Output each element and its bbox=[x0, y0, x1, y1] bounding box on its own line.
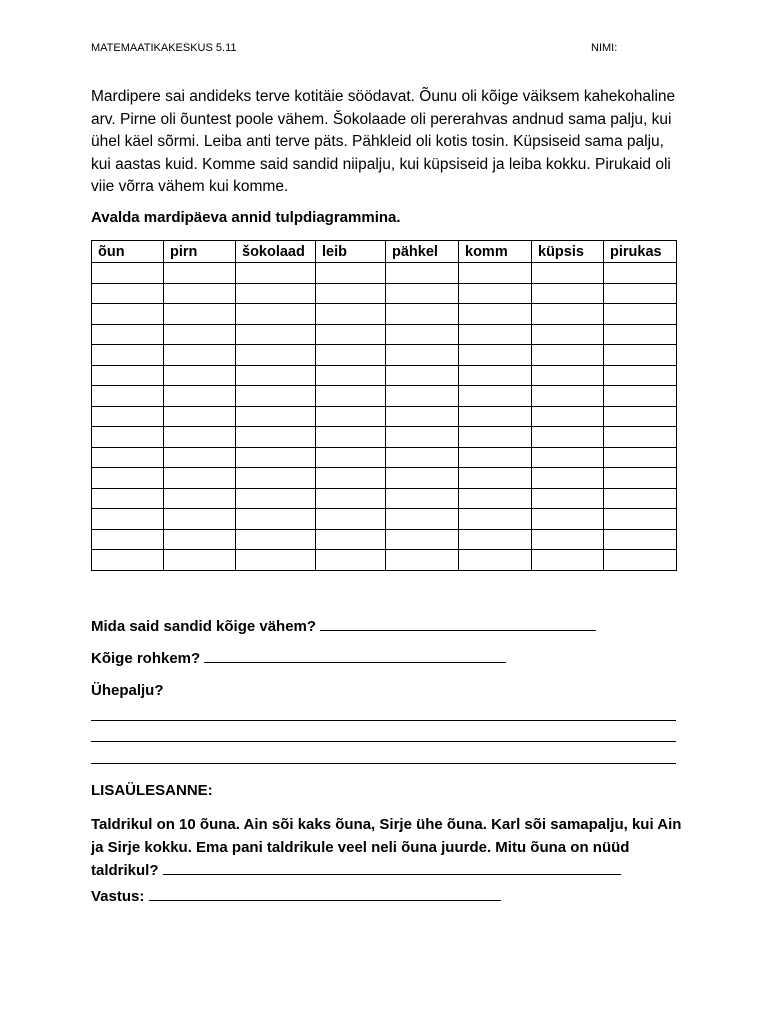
grid-cell[interactable] bbox=[236, 468, 316, 489]
grid-cell[interactable] bbox=[386, 263, 459, 284]
grid-cell[interactable] bbox=[604, 324, 677, 345]
grid-cell[interactable] bbox=[164, 488, 236, 509]
grid-cell[interactable] bbox=[459, 283, 532, 304]
grid-cell[interactable] bbox=[92, 529, 164, 550]
grid-cell[interactable] bbox=[316, 263, 386, 284]
grid-cell[interactable] bbox=[92, 365, 164, 386]
grid-cell[interactable] bbox=[532, 283, 604, 304]
table-row bbox=[92, 529, 677, 550]
bar-chart-grid bbox=[91, 240, 677, 571]
grid-cell[interactable] bbox=[164, 324, 236, 345]
course-title: MATEMAATIKAKESKUS 5.11 bbox=[91, 42, 237, 54]
grid-cell[interactable] bbox=[164, 427, 236, 448]
answer-line[interactable] bbox=[91, 763, 676, 764]
grid-cell[interactable] bbox=[236, 529, 316, 550]
grid-cell[interactable] bbox=[164, 386, 236, 407]
column-header: küpsis bbox=[532, 241, 604, 263]
grid-cell[interactable] bbox=[604, 427, 677, 448]
grid-cell[interactable] bbox=[532, 345, 604, 366]
grid-cell[interactable] bbox=[386, 324, 459, 345]
grid-cell[interactable] bbox=[164, 304, 236, 325]
table-row bbox=[92, 406, 677, 427]
intro-text: Mardipere sai andideks terve kotitäie söödavat. Õunu oli kõige väiksem kahekohaline arv. Pirne oli õuntest poole vähem. Šokolaade oli pererahvas andnud sama palju, kui ühel käel sõrmi. Leiba anti terve päts. Pähkleid oli kotis tosin. Küpsiseid sama palju, kui aastas kuid. Komme said sandid niipalju, kui küpsiseid ja leiba kokku. Pirukaid oli viie võrra vähem kui komme. bbox=[91, 88, 676, 195]
grid-cell[interactable] bbox=[604, 283, 677, 304]
column-header: leib bbox=[316, 241, 386, 263]
grid-cell[interactable] bbox=[92, 427, 164, 448]
column-header: pirn bbox=[164, 241, 236, 263]
grid-cell[interactable] bbox=[386, 345, 459, 366]
grid-cell[interactable] bbox=[236, 324, 316, 345]
table-row bbox=[92, 365, 677, 386]
grid-cell[interactable] bbox=[532, 406, 604, 427]
question-equal bbox=[91, 682, 164, 699]
grid-cell[interactable] bbox=[164, 509, 236, 530]
grid-cell[interactable] bbox=[459, 488, 532, 509]
grid-cell[interactable] bbox=[386, 365, 459, 386]
page-header bbox=[91, 42, 708, 58]
column-header: pirukas bbox=[604, 241, 677, 263]
grid-cell[interactable] bbox=[316, 550, 386, 571]
grid-cell[interactable] bbox=[532, 427, 604, 448]
grid-cell[interactable] bbox=[316, 406, 386, 427]
grid-cell[interactable] bbox=[236, 263, 316, 284]
column-header: komm bbox=[459, 241, 532, 263]
grid-cell[interactable] bbox=[459, 406, 532, 427]
table-row bbox=[92, 447, 677, 468]
answer-line[interactable] bbox=[91, 720, 676, 721]
answer-line[interactable] bbox=[149, 888, 501, 901]
grid-cell[interactable] bbox=[92, 406, 164, 427]
grid-cell[interactable] bbox=[316, 365, 386, 386]
grid-cell[interactable] bbox=[92, 447, 164, 468]
grid-cell[interactable] bbox=[316, 324, 386, 345]
grid-cell[interactable] bbox=[459, 509, 532, 530]
grid-cell[interactable] bbox=[164, 345, 236, 366]
grid-cell[interactable] bbox=[386, 447, 459, 468]
grid-cell[interactable] bbox=[236, 345, 316, 366]
grid-cell[interactable] bbox=[604, 550, 677, 571]
grid-cell[interactable] bbox=[604, 304, 677, 325]
grid-cell[interactable] bbox=[92, 386, 164, 407]
grid-cell[interactable] bbox=[236, 406, 316, 427]
table-row bbox=[92, 304, 677, 325]
answer-line[interactable] bbox=[204, 650, 506, 663]
grid-cell[interactable] bbox=[236, 427, 316, 448]
grid-cell[interactable] bbox=[92, 509, 164, 530]
extra-task-body: Taldrikul on 10 õuna. Ain sõi kaks õuna, Sirje ühe õuna. Karl sõi samapalju, kui Ain ja Sirje kokku. Ema pani taldrikule veel neli õuna juurde. Mitu õuna on nüüd taldrikul? bbox=[91, 816, 682, 879]
grid-cell[interactable] bbox=[92, 283, 164, 304]
question-equal-label: Ühepalju? bbox=[91, 682, 164, 699]
grid-cell[interactable] bbox=[386, 283, 459, 304]
answer-line[interactable] bbox=[91, 741, 676, 742]
question-most bbox=[91, 650, 506, 667]
table-row bbox=[92, 263, 677, 284]
grid-cell[interactable] bbox=[604, 406, 677, 427]
name-label: NIMI: bbox=[591, 42, 618, 54]
table-header-row bbox=[92, 241, 677, 263]
grid-cell[interactable] bbox=[532, 468, 604, 489]
grid-cell[interactable] bbox=[459, 345, 532, 366]
grid-cell[interactable] bbox=[532, 365, 604, 386]
grid-cell[interactable] bbox=[236, 488, 316, 509]
grid-cell[interactable] bbox=[386, 550, 459, 571]
table-row bbox=[92, 488, 677, 509]
column-header: šokolaad bbox=[236, 241, 316, 263]
grid-cell[interactable] bbox=[236, 386, 316, 407]
grid-cell[interactable] bbox=[92, 324, 164, 345]
grid-cell[interactable] bbox=[164, 365, 236, 386]
grid-cell[interactable] bbox=[236, 304, 316, 325]
grid-cell[interactable] bbox=[459, 468, 532, 489]
instruction: Avalda mardipäeva annid tulpdiagrammina. bbox=[91, 209, 401, 226]
grid-cell[interactable] bbox=[386, 468, 459, 489]
grid-cell[interactable] bbox=[316, 427, 386, 448]
grid-cell[interactable] bbox=[604, 365, 677, 386]
answer-line[interactable] bbox=[163, 862, 621, 875]
grid-cell[interactable] bbox=[459, 365, 532, 386]
grid-cell[interactable] bbox=[386, 488, 459, 509]
grid-cell[interactable] bbox=[604, 468, 677, 489]
table-row bbox=[92, 283, 677, 304]
grid-cell[interactable] bbox=[316, 283, 386, 304]
grid-cell[interactable] bbox=[164, 550, 236, 571]
grid-cell[interactable] bbox=[236, 550, 316, 571]
grid-cell[interactable] bbox=[459, 386, 532, 407]
grid-cell[interactable] bbox=[316, 345, 386, 366]
grid-cell[interactable] bbox=[604, 509, 677, 530]
grid-cell[interactable] bbox=[316, 386, 386, 407]
table-row bbox=[92, 386, 677, 407]
grid-cell[interactable] bbox=[532, 263, 604, 284]
grid-cell[interactable] bbox=[532, 488, 604, 509]
grid-cell[interactable] bbox=[604, 488, 677, 509]
grid-cell[interactable] bbox=[236, 447, 316, 468]
grid-cell[interactable] bbox=[316, 468, 386, 489]
grid-cell[interactable] bbox=[316, 304, 386, 325]
grid-cell[interactable] bbox=[604, 529, 677, 550]
table-row bbox=[92, 427, 677, 448]
grid-cell[interactable] bbox=[236, 365, 316, 386]
grid-cell[interactable] bbox=[386, 406, 459, 427]
grid-cell[interactable] bbox=[92, 263, 164, 284]
grid-cell[interactable] bbox=[459, 529, 532, 550]
grid-cell[interactable] bbox=[164, 406, 236, 427]
grid-cell[interactable] bbox=[459, 263, 532, 284]
grid-cell[interactable] bbox=[386, 509, 459, 530]
grid-cell[interactable] bbox=[532, 304, 604, 325]
grid-cell[interactable] bbox=[386, 427, 459, 448]
grid-cell[interactable] bbox=[316, 447, 386, 468]
grid-cell[interactable] bbox=[92, 304, 164, 325]
grid-cell[interactable] bbox=[459, 447, 532, 468]
question-least-label: Mida said sandid kõige vähem? bbox=[91, 618, 317, 635]
table-row bbox=[92, 550, 677, 571]
answer-label: Vastus: bbox=[91, 888, 145, 905]
grid-cell[interactable] bbox=[532, 529, 604, 550]
grid-cell[interactable] bbox=[459, 324, 532, 345]
grid-cell[interactable] bbox=[236, 509, 316, 530]
grid-cell[interactable] bbox=[604, 345, 677, 366]
grid-cell[interactable] bbox=[532, 324, 604, 345]
column-header: pähkel bbox=[386, 241, 459, 263]
extra-task-title: LISAÜLESANNE: bbox=[91, 782, 213, 799]
grid-cell[interactable] bbox=[164, 283, 236, 304]
grid-cell[interactable] bbox=[236, 283, 316, 304]
table-row bbox=[92, 324, 677, 345]
grid-cell[interactable] bbox=[92, 550, 164, 571]
grid-cell[interactable] bbox=[459, 427, 532, 448]
column-header: õun bbox=[92, 241, 164, 263]
grid-cell[interactable] bbox=[604, 386, 677, 407]
grid-cell[interactable] bbox=[92, 468, 164, 489]
grid-cell[interactable] bbox=[532, 509, 604, 530]
extra-task-text bbox=[91, 813, 691, 882]
grid-cell[interactable] bbox=[604, 263, 677, 284]
grid-cell[interactable] bbox=[164, 447, 236, 468]
grid-cell[interactable] bbox=[164, 468, 236, 489]
grid-cell[interactable] bbox=[316, 529, 386, 550]
grid-cell[interactable] bbox=[532, 550, 604, 571]
grid-cell[interactable] bbox=[604, 447, 677, 468]
grid-cell[interactable] bbox=[92, 345, 164, 366]
grid-cell[interactable] bbox=[386, 386, 459, 407]
table-row bbox=[92, 345, 677, 366]
answer-row bbox=[91, 888, 501, 905]
answer-line[interactable] bbox=[320, 618, 596, 631]
table-row bbox=[92, 509, 677, 530]
grid-cell[interactable] bbox=[386, 304, 459, 325]
grid-cell[interactable] bbox=[459, 304, 532, 325]
grid-cell[interactable] bbox=[164, 263, 236, 284]
grid-cell[interactable] bbox=[386, 529, 459, 550]
grid-cell[interactable] bbox=[532, 386, 604, 407]
table-row bbox=[92, 468, 677, 489]
grid-cell[interactable] bbox=[92, 488, 164, 509]
grid-cell[interactable] bbox=[532, 447, 604, 468]
grid-cell[interactable] bbox=[316, 488, 386, 509]
question-most-label: Kõige rohkem? bbox=[91, 650, 201, 667]
question-least bbox=[91, 618, 596, 635]
grid-cell[interactable] bbox=[316, 509, 386, 530]
grid-cell[interactable] bbox=[164, 529, 236, 550]
grid-cell[interactable] bbox=[459, 550, 532, 571]
